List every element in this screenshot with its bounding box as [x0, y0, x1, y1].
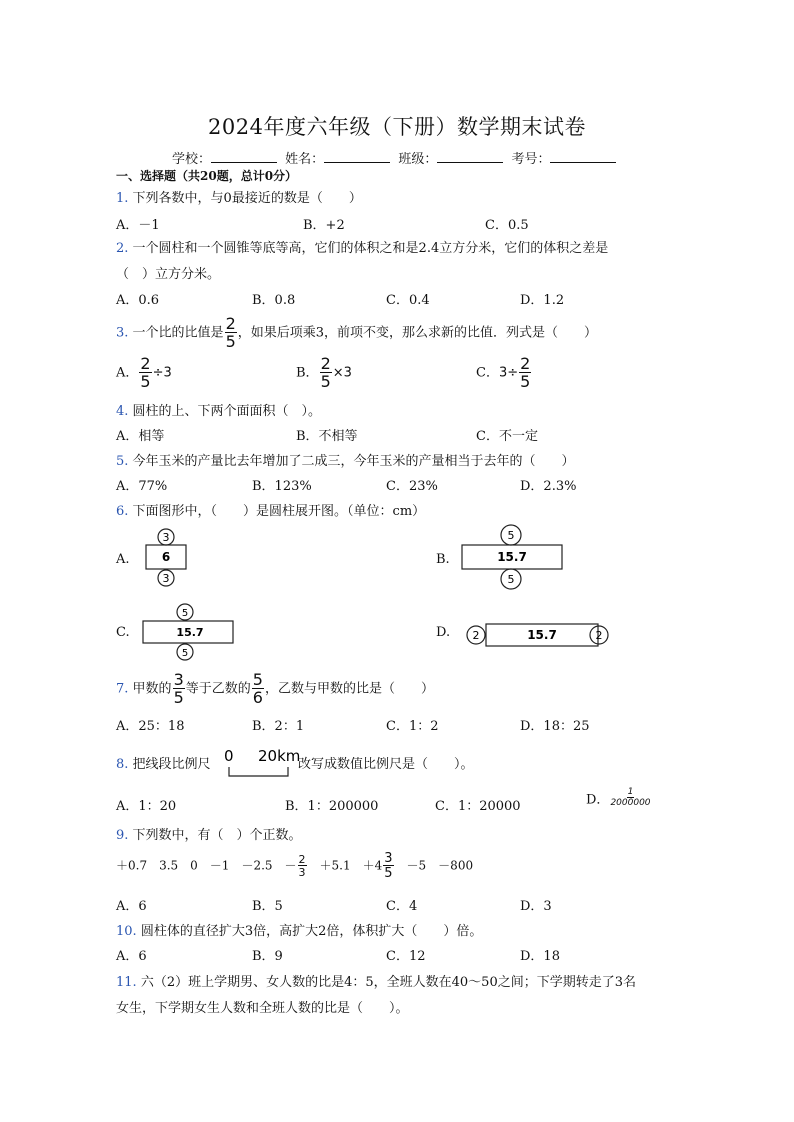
- option-c[interactable]: C．3÷ $\frac{2}{5}$: [476, 354, 531, 391]
- class-label: 班级：: [398, 152, 438, 167]
- fraction: $\frac{5}{6}$: [252, 670, 263, 707]
- option-c[interactable]: C.: [116, 625, 130, 640]
- question-text-post: 改写成数值比例尺是（ ）。: [298, 757, 474, 772]
- option-b[interactable]: B．123%: [252, 479, 312, 494]
- name-label: 姓名：: [285, 152, 325, 167]
- question-7: 7. 甲数的 $\frac{3}{5}$ 等于乙数的 $\frac{5}{6}$ ，乙数与甲数的比是（ ）: [116, 670, 434, 707]
- circle-label: 2: [595, 629, 603, 642]
- page-title: 2024年度六年级（下册）数学期末试卷: [208, 115, 586, 139]
- fraction: $\frac{2}{5}$: [320, 354, 331, 391]
- option-d[interactable]: D．1.2: [520, 293, 565, 308]
- option-c[interactable]: C．1：20000: [435, 799, 521, 814]
- circle-label: 5: [181, 608, 189, 619]
- fraction: $\frac{2}{5}$: [520, 354, 531, 391]
- option-c[interactable]: C．1：2: [386, 719, 439, 734]
- question-text: 圆柱的上、下两个面面积（ ）。: [132, 404, 322, 419]
- question-number: 4.: [116, 404, 129, 419]
- figure-b: [456, 523, 570, 593]
- option-d[interactable]: D．3: [520, 899, 552, 914]
- question-6: [116, 500, 425, 519]
- option-c[interactable]: C．0.5: [485, 218, 529, 233]
- option-b[interactable]: B．5: [252, 899, 283, 914]
- rect-label: 15.7: [497, 550, 527, 564]
- option-c[interactable]: C．0.4: [386, 293, 430, 308]
- question-number: 2.: [116, 241, 129, 256]
- section-heading: 一、选择题（共20题，总计0分）: [116, 169, 298, 183]
- rect-label: 15.7: [527, 628, 557, 642]
- question-text: 一个圆柱和一个圆锥等底等高，它们的体积之和是2.4立方分米，它们的体积之差是: [132, 241, 609, 256]
- option-b[interactable]: B．9: [252, 949, 283, 964]
- question-text: 一个比的比值是: [132, 325, 224, 341]
- student-info: [172, 148, 620, 167]
- question-number: 8.: [116, 757, 129, 772]
- question-text-cont: 女生，下学期女生人数和全班人数的比是（ ）。: [116, 1001, 409, 1016]
- option-b[interactable]: B．+2: [303, 218, 345, 233]
- school-field[interactable]: [211, 150, 277, 163]
- question-number: 11.: [116, 975, 137, 990]
- option-d[interactable]: D．18：25: [520, 719, 590, 734]
- option-b[interactable]: B．不相等: [296, 429, 358, 444]
- question-number: 3.: [116, 325, 129, 341]
- question-text-cont: （ ）立方分米。: [116, 267, 221, 282]
- question-text: 今年玉米的产量比去年增加了二成三，今年玉米的产量相当于去年的（ ）: [132, 454, 575, 469]
- option-a[interactable]: A．1：20: [116, 799, 177, 814]
- question-11: [116, 971, 636, 990]
- circle-label: 5: [181, 648, 189, 659]
- question-1: [116, 187, 362, 206]
- scale-zero: 0: [224, 747, 234, 765]
- question-5: [116, 450, 575, 469]
- option-d[interactable]: D．2.3%: [520, 479, 577, 494]
- circle-label: 2: [472, 629, 480, 642]
- fraction: $\frac{2}{5}$: [140, 354, 151, 391]
- option-b[interactable]: B.: [436, 552, 450, 567]
- option-c[interactable]: C．4: [386, 899, 418, 914]
- fraction: $\frac{2}{5}$: [225, 314, 236, 351]
- question-3: [116, 316, 597, 350]
- question-text-post: ，如果后项乘3，前项不变，那么求新的比值．列式是（ ）: [237, 325, 598, 341]
- number-list: ＋0.7 3.5 0 －1 －2.5 － $\frac{2}{3}$ ＋5.1 ＋4 $\frac{3}{5}$ －5 －800: [116, 851, 474, 881]
- line-scale: [220, 745, 300, 783]
- option-b[interactable]: B．1：200000: [285, 799, 379, 814]
- circle-label: 5: [507, 573, 515, 586]
- question-4: [116, 400, 321, 419]
- question-text: 六（2）班上学期男、女人数的比是4：5，全班人数在40～50之间；下学期转走了3名: [140, 975, 636, 990]
- option-b[interactable]: B．0.8: [252, 293, 296, 308]
- question-10: [116, 920, 482, 939]
- rect-label: 15.7: [176, 626, 204, 639]
- fraction: $\frac{3}{5}$: [173, 670, 184, 707]
- question-text: 下面图形中，（ ）是圆柱展开图。（单位：cm）: [132, 504, 426, 519]
- question-number: 6.: [116, 504, 129, 519]
- option-a[interactable]: A．6: [116, 949, 147, 964]
- option-a[interactable]: A．相等: [116, 429, 165, 444]
- option-a[interactable]: A．－1: [116, 218, 160, 233]
- name-field[interactable]: [324, 150, 390, 163]
- option-a[interactable]: A． $\frac{2}{5}$ ÷3: [116, 354, 172, 391]
- option-b[interactable]: B． $\frac{2}{5}$ ×3: [296, 354, 352, 391]
- rect-label: 6: [161, 550, 171, 564]
- option-d[interactable]: D． $\frac{1}{2000000}$: [586, 787, 651, 808]
- question-text: 下列各数中，与0最接近的数是（ ）: [132, 191, 362, 206]
- option-c[interactable]: C．12: [386, 949, 426, 964]
- scale-end: 20km: [258, 747, 300, 765]
- option-b[interactable]: B．2：1: [252, 719, 305, 734]
- circle-label: 3: [162, 572, 170, 585]
- question-text: 下列数中，有（ ）个正数。: [132, 828, 302, 843]
- school-label: 学校：: [172, 152, 212, 167]
- option-c[interactable]: C．23%: [386, 479, 438, 494]
- option-c[interactable]: C．不一定: [476, 429, 538, 444]
- question-text: 圆柱体的直径扩大3倍，高扩大2倍，体积扩大（ ）倍。: [140, 924, 483, 939]
- question-8: 8. 把线段比例尺: [116, 757, 211, 772]
- question-9: [116, 824, 302, 843]
- question-number: 9.: [116, 828, 129, 843]
- id-label: 考号：: [511, 152, 551, 167]
- class-field[interactable]: [437, 150, 503, 163]
- figure-c: [138, 602, 238, 662]
- fraction: $\frac{3}{5}$: [384, 851, 393, 881]
- figure-d: [462, 620, 612, 650]
- question-2: [116, 237, 608, 256]
- question-number: 7.: [116, 681, 129, 697]
- option-a[interactable]: A．0.6: [116, 293, 160, 308]
- figure-a: [140, 528, 200, 592]
- question-number: 5.: [116, 454, 129, 469]
- fraction: $\frac{2}{3}$: [298, 853, 306, 879]
- circle-label: 3: [162, 531, 170, 544]
- circle-label: 5: [507, 529, 515, 542]
- question-number: 1.: [116, 191, 129, 206]
- option-d[interactable]: D.: [436, 625, 451, 640]
- id-field[interactable]: [550, 150, 616, 163]
- question-number: 10.: [116, 924, 137, 939]
- option-a[interactable]: A.: [116, 552, 130, 567]
- option-a[interactable]: A．77%: [116, 479, 168, 494]
- fraction: $\frac{1}{2000000}$: [610, 787, 651, 808]
- option-a[interactable]: A．25：18: [116, 719, 185, 734]
- option-d[interactable]: D．18: [520, 949, 560, 964]
- option-a[interactable]: A．6: [116, 899, 147, 914]
